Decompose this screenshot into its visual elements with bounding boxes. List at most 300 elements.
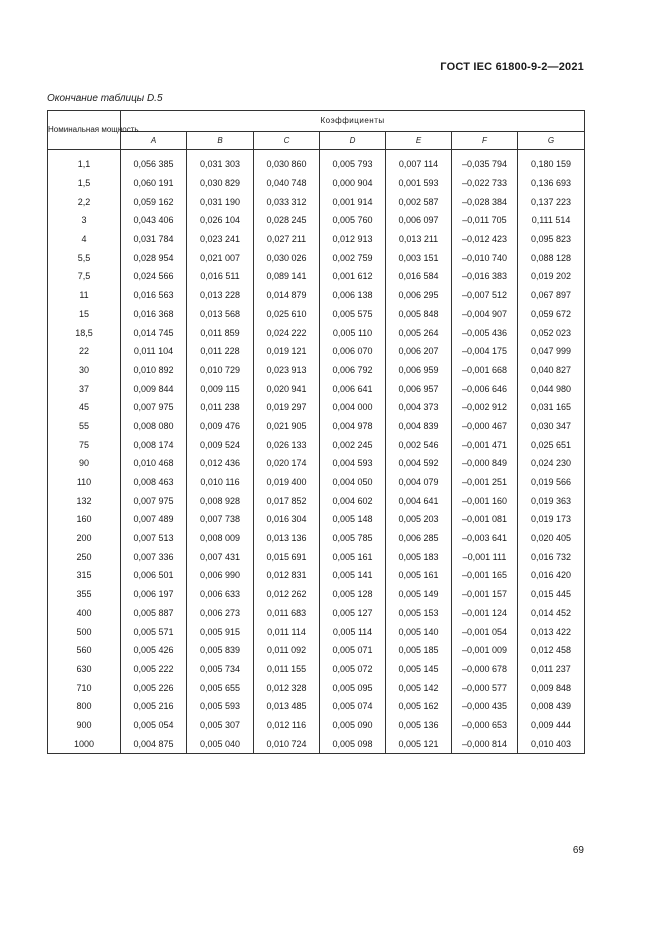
coefficient-cell: 0,019 173 bbox=[518, 510, 585, 529]
rated-power-cell: 2,2 bbox=[48, 192, 121, 211]
coefficient-cell: 0,005 140 bbox=[386, 622, 452, 641]
coefficient-cell: 0,005 040 bbox=[187, 734, 254, 753]
rated-power-cell: 900 bbox=[48, 716, 121, 735]
standard-header: ГОСТ IEC 61800-9-2—2021 bbox=[440, 61, 584, 73]
coefficient-cell: 0,010 892 bbox=[121, 361, 187, 380]
coefficient-cell: 0,067 897 bbox=[518, 286, 585, 305]
coefficient-cell: 0,180 159 bbox=[518, 155, 585, 174]
rated-power-cell: 3 bbox=[48, 211, 121, 230]
coefficient-cell: 0,014 879 bbox=[254, 286, 320, 305]
coefficient-cell: –0,022 733 bbox=[452, 174, 518, 193]
table-row bbox=[48, 510, 585, 529]
coefficient-cell: –0,001 081 bbox=[452, 510, 518, 529]
rated-power-cell: 55 bbox=[48, 417, 121, 436]
coefficient-cell: 0,012 328 bbox=[254, 678, 320, 697]
coefficient-cell: –0,002 912 bbox=[452, 398, 518, 417]
coefficient-cell: 0,015 445 bbox=[518, 585, 585, 604]
coefficient-cell: –0,001 668 bbox=[452, 361, 518, 380]
coefficient-cell: 0,020 405 bbox=[518, 529, 585, 548]
rated-power-cell: 30 bbox=[48, 361, 121, 380]
coefficient-cell: –0,001 009 bbox=[452, 641, 518, 660]
coefficient-cell: 0,017 852 bbox=[254, 491, 320, 510]
coefficient-cell: 0,007 114 bbox=[386, 155, 452, 174]
coefficient-cell: 0,005 153 bbox=[386, 604, 452, 623]
coefficient-cell: 0,005 054 bbox=[121, 716, 187, 735]
coefficient-cell: 0,005 074 bbox=[320, 697, 386, 716]
coefficient-cell: 0,028 954 bbox=[121, 248, 187, 267]
coefficient-cell: 0,006 957 bbox=[386, 379, 452, 398]
coefficient-cell: 0,006 207 bbox=[386, 342, 452, 361]
table-row bbox=[48, 454, 585, 473]
coefficient-cell: 0,009 524 bbox=[187, 435, 254, 454]
coefficient-cell: 0,027 211 bbox=[254, 230, 320, 249]
coefficient-cell: 0,011 104 bbox=[121, 342, 187, 361]
coefficient-cell: –0,000 577 bbox=[452, 678, 518, 697]
coefficient-cell: 0,030 347 bbox=[518, 417, 585, 436]
rated-power-cell: 90 bbox=[48, 454, 121, 473]
coefficient-cell: 0,059 672 bbox=[518, 305, 585, 324]
table-row bbox=[48, 473, 585, 492]
coefficient-cell: 0,008 928 bbox=[187, 491, 254, 510]
coefficient-cell: 0,006 070 bbox=[320, 342, 386, 361]
rated-power-cell: 37 bbox=[48, 379, 121, 398]
coefficient-cell: 0,009 476 bbox=[187, 417, 254, 436]
coefficient-cell: 0,011 237 bbox=[518, 660, 585, 679]
coefficient-cell: 0,111 514 bbox=[518, 211, 585, 230]
table-row bbox=[48, 435, 585, 454]
table-row bbox=[48, 379, 585, 398]
coefficient-cell: 0,011 859 bbox=[187, 323, 254, 342]
coefficient-cell: 0,030 829 bbox=[187, 174, 254, 193]
coefficient-cell: 0,047 999 bbox=[518, 342, 585, 361]
coefficient-cell: 0,004 641 bbox=[386, 491, 452, 510]
table-row bbox=[48, 491, 585, 510]
coefficient-cell: –0,000 678 bbox=[452, 660, 518, 679]
coefficient-cell: 0,004 050 bbox=[320, 473, 386, 492]
table-row bbox=[48, 305, 585, 324]
coefficient-cell: 0,005 128 bbox=[320, 585, 386, 604]
coefficient-cell: 0,006 990 bbox=[187, 566, 254, 585]
coefficient-cell: –0,011 705 bbox=[452, 211, 518, 230]
coefficient-cell: 0,005 127 bbox=[320, 604, 386, 623]
rated-power-cell: 1,5 bbox=[48, 174, 121, 193]
coefficient-cell: 0,010 403 bbox=[518, 734, 585, 753]
coefficient-cell: 0,005 222 bbox=[121, 660, 187, 679]
coefficient-cell: 0,005 216 bbox=[121, 697, 187, 716]
coefficient-cell: 0,007 489 bbox=[121, 510, 187, 529]
coefficient-cell: 0,012 913 bbox=[320, 230, 386, 249]
coefficient-cell: 0,005 839 bbox=[187, 641, 254, 660]
coefficient-cell: 0,016 420 bbox=[518, 566, 585, 585]
rated-power-cell: 710 bbox=[48, 678, 121, 697]
table-row bbox=[48, 697, 585, 716]
coefficient-cell: –0,001 124 bbox=[452, 604, 518, 623]
coefficient-cell: 0,002 587 bbox=[386, 192, 452, 211]
coefficient-cell: 0,006 197 bbox=[121, 585, 187, 604]
coefficient-cell: 0,006 097 bbox=[386, 211, 452, 230]
rated-power-cell: 132 bbox=[48, 491, 121, 510]
rated-power-cell: 45 bbox=[48, 398, 121, 417]
coefficient-cell: –0,016 383 bbox=[452, 267, 518, 286]
coefficient-cell: 0,005 226 bbox=[121, 678, 187, 697]
coefficient-cell: 0,009 844 bbox=[121, 379, 187, 398]
coefficient-cell: 0,023 913 bbox=[254, 361, 320, 380]
rated-power-header: Номинальная мощность bbox=[48, 111, 121, 150]
coefficient-cell: 0,004 839 bbox=[386, 417, 452, 436]
coefficient-cell: –0,000 814 bbox=[452, 734, 518, 753]
coefficient-cell: 0,004 593 bbox=[320, 454, 386, 473]
coefficient-cell: 0,007 513 bbox=[121, 529, 187, 548]
coefficient-cell: 0,011 092 bbox=[254, 641, 320, 660]
coefficient-cell: 0,005 734 bbox=[187, 660, 254, 679]
coefficient-cell: –0,001 111 bbox=[452, 547, 518, 566]
coefficient-cell: 0,005 760 bbox=[320, 211, 386, 230]
table-row bbox=[48, 660, 585, 679]
coefficient-cell: 0,013 422 bbox=[518, 622, 585, 641]
coefficient-cell: 0,026 133 bbox=[254, 435, 320, 454]
coefficient-cell: 0,004 602 bbox=[320, 491, 386, 510]
coefficient-cell: 0,005 162 bbox=[386, 697, 452, 716]
coefficient-cell: 0,019 363 bbox=[518, 491, 585, 510]
coefficient-cell: 0,012 262 bbox=[254, 585, 320, 604]
table-row bbox=[48, 547, 585, 566]
coefficient-cell: –0,000 467 bbox=[452, 417, 518, 436]
rated-power-cell: 560 bbox=[48, 641, 121, 660]
column-header: B bbox=[187, 131, 254, 149]
coefficient-cell: 0,005 149 bbox=[386, 585, 452, 604]
coefficient-cell: 0,013 136 bbox=[254, 529, 320, 548]
table-row bbox=[48, 678, 585, 697]
column-header: C bbox=[254, 131, 320, 149]
coefficient-cell: 0,005 183 bbox=[386, 547, 452, 566]
coefficient-cell: 0,005 848 bbox=[386, 305, 452, 324]
coefficient-cell: 0,005 141 bbox=[320, 566, 386, 585]
table-row bbox=[48, 361, 585, 380]
coefficient-cell: 0,010 116 bbox=[187, 473, 254, 492]
rated-power-cell: 630 bbox=[48, 660, 121, 679]
coefficient-cell: 0,006 273 bbox=[187, 604, 254, 623]
coefficient-cell: 0,000 904 bbox=[320, 174, 386, 193]
coefficient-cell: 0,009 115 bbox=[187, 379, 254, 398]
coefficient-cell: 0,005 145 bbox=[386, 660, 452, 679]
coefficient-cell: 0,007 975 bbox=[121, 491, 187, 510]
coefficient-cell: 0,005 136 bbox=[386, 716, 452, 735]
coefficient-cell: 0,059 162 bbox=[121, 192, 187, 211]
coefficient-cell: 0,005 785 bbox=[320, 529, 386, 548]
table-row bbox=[48, 566, 585, 585]
coefficient-cell: 0,013 568 bbox=[187, 305, 254, 324]
coefficient-cell: 0,019 400 bbox=[254, 473, 320, 492]
table-row bbox=[48, 174, 585, 193]
coefficient-cell: 0,005 072 bbox=[320, 660, 386, 679]
rated-power-cell: 22 bbox=[48, 342, 121, 361]
coefficient-cell: 0,011 155 bbox=[254, 660, 320, 679]
coefficient-cell: 0,089 141 bbox=[254, 267, 320, 286]
coefficient-cell: 0,011 238 bbox=[187, 398, 254, 417]
coefficient-cell: 0,012 831 bbox=[254, 566, 320, 585]
coefficient-cell: 0,005 090 bbox=[320, 716, 386, 735]
coefficient-cell: 0,005 203 bbox=[386, 510, 452, 529]
table-row bbox=[48, 641, 585, 660]
coefficient-cell: 0,005 161 bbox=[320, 547, 386, 566]
coefficient-cell: 0,005 915 bbox=[187, 622, 254, 641]
column-header: G bbox=[518, 131, 585, 149]
coefficient-cell: 0,005 071 bbox=[320, 641, 386, 660]
coefficient-cell: 0,006 295 bbox=[386, 286, 452, 305]
coefficient-cell: 0,019 566 bbox=[518, 473, 585, 492]
coefficient-cell: 0,002 245 bbox=[320, 435, 386, 454]
table-row bbox=[48, 398, 585, 417]
coefficient-cell: –0,006 646 bbox=[452, 379, 518, 398]
coefficient-cell: 0,015 691 bbox=[254, 547, 320, 566]
table-row bbox=[48, 286, 585, 305]
rated-power-cell: 5,5 bbox=[48, 248, 121, 267]
table-row bbox=[48, 734, 585, 753]
rated-power-cell: 110 bbox=[48, 473, 121, 492]
coefficient-cell: 0,004 592 bbox=[386, 454, 452, 473]
coefficient-cell: 0,006 138 bbox=[320, 286, 386, 305]
coefficient-cell: 0,005 264 bbox=[386, 323, 452, 342]
coefficient-cell: 0,137 223 bbox=[518, 192, 585, 211]
coefficient-cell: –0,028 384 bbox=[452, 192, 518, 211]
table-row bbox=[48, 417, 585, 436]
table-row bbox=[48, 192, 585, 211]
coefficient-cell: 0,030 860 bbox=[254, 155, 320, 174]
rated-power-cell: 400 bbox=[48, 604, 121, 623]
column-header: F bbox=[452, 131, 518, 149]
coefficient-cell: 0,006 641 bbox=[320, 379, 386, 398]
table-row bbox=[48, 342, 585, 361]
coefficient-cell: 0,005 575 bbox=[320, 305, 386, 324]
rated-power-cell: 15 bbox=[48, 305, 121, 324]
coefficient-cell: 0,005 110 bbox=[320, 323, 386, 342]
coefficient-cell: 0,001 612 bbox=[320, 267, 386, 286]
coefficient-cell: 0,004 079 bbox=[386, 473, 452, 492]
rated-power-cell: 11 bbox=[48, 286, 121, 305]
coefficient-cell: –0,001 160 bbox=[452, 491, 518, 510]
coefficient-cell: 0,004 978 bbox=[320, 417, 386, 436]
coefficient-cell: 0,016 732 bbox=[518, 547, 585, 566]
coefficient-cell: 0,031 303 bbox=[187, 155, 254, 174]
column-header: D bbox=[320, 131, 386, 149]
coefficient-cell: 0,011 683 bbox=[254, 604, 320, 623]
coefficient-cell: 0,060 191 bbox=[121, 174, 187, 193]
coefficient-cell: 0,044 980 bbox=[518, 379, 585, 398]
coefficient-cell: 0,005 887 bbox=[121, 604, 187, 623]
coefficient-cell: 0,004 000 bbox=[320, 398, 386, 417]
rated-power-cell: 4 bbox=[48, 230, 121, 249]
table-row bbox=[48, 716, 585, 735]
coefficient-cell: 0,002 759 bbox=[320, 248, 386, 267]
coefficient-cell: 0,003 151 bbox=[386, 248, 452, 267]
coefficient-cell: 0,031 784 bbox=[121, 230, 187, 249]
coefficient-cell: 0,136 693 bbox=[518, 174, 585, 193]
coefficient-cell: 0,009 848 bbox=[518, 678, 585, 697]
coefficient-cell: 0,005 142 bbox=[386, 678, 452, 697]
rated-power-cell: 250 bbox=[48, 547, 121, 566]
coefficient-cell: –0,000 653 bbox=[452, 716, 518, 735]
coefficient-cell: 0,019 202 bbox=[518, 267, 585, 286]
coefficient-cell: 0,007 738 bbox=[187, 510, 254, 529]
coefficient-cell: 0,005 121 bbox=[386, 734, 452, 753]
rated-power-cell: 7,5 bbox=[48, 267, 121, 286]
coefficient-cell: 0,088 128 bbox=[518, 248, 585, 267]
coefficient-cell: 0,020 941 bbox=[254, 379, 320, 398]
table-row bbox=[48, 529, 585, 548]
coefficient-cell: 0,006 792 bbox=[320, 361, 386, 380]
coefficient-cell: 0,011 228 bbox=[187, 342, 254, 361]
coefficient-cell: 0,010 729 bbox=[187, 361, 254, 380]
coefficient-cell: 0,002 546 bbox=[386, 435, 452, 454]
coefficient-cell: 0,024 566 bbox=[121, 267, 187, 286]
coefficient-cell: 0,016 584 bbox=[386, 267, 452, 286]
coefficient-cell: 0,005 655 bbox=[187, 678, 254, 697]
coefficient-cell: 0,004 875 bbox=[121, 734, 187, 753]
coefficient-cell: 0,016 563 bbox=[121, 286, 187, 305]
coefficient-cell: 0,005 793 bbox=[320, 155, 386, 174]
coefficient-cell: 0,016 511 bbox=[187, 267, 254, 286]
coefficient-cell: 0,052 023 bbox=[518, 323, 585, 342]
rated-power-cell: 160 bbox=[48, 510, 121, 529]
coefficient-cell: 0,001 914 bbox=[320, 192, 386, 211]
coefficient-cell: 0,012 436 bbox=[187, 454, 254, 473]
coefficient-cell: 0,012 116 bbox=[254, 716, 320, 735]
table-row bbox=[48, 604, 585, 623]
rated-power-cell: 1,1 bbox=[48, 155, 121, 174]
coefficient-cell: –0,005 436 bbox=[452, 323, 518, 342]
coefficient-cell: 0,010 724 bbox=[254, 734, 320, 753]
rated-power-cell: 75 bbox=[48, 435, 121, 454]
coefficient-cell: –0,004 907 bbox=[452, 305, 518, 324]
coefficient-cell: 0,006 285 bbox=[386, 529, 452, 548]
coefficient-cell: –0,000 849 bbox=[452, 454, 518, 473]
rated-power-cell: 18,5 bbox=[48, 323, 121, 342]
coefficient-cell: 0,019 121 bbox=[254, 342, 320, 361]
coefficient-cell: 0,095 823 bbox=[518, 230, 585, 249]
page-number: 69 bbox=[572, 845, 584, 856]
table-row bbox=[48, 211, 585, 230]
rated-power-cell: 200 bbox=[48, 529, 121, 548]
coefficient-cell: 0,007 431 bbox=[187, 547, 254, 566]
coefficient-cell: 0,056 385 bbox=[121, 155, 187, 174]
coefficient-cell: 0,014 745 bbox=[121, 323, 187, 342]
coefficient-cell: 0,025 610 bbox=[254, 305, 320, 324]
rated-power-cell: 500 bbox=[48, 622, 121, 641]
coefficient-cell: 0,020 174 bbox=[254, 454, 320, 473]
table-caption: Окончание таблицы D.5 bbox=[47, 93, 163, 104]
coefficient-cell: 0,031 190 bbox=[187, 192, 254, 211]
table-row bbox=[48, 585, 585, 604]
coefficient-cell: 0,033 312 bbox=[254, 192, 320, 211]
rated-power-cell: 800 bbox=[48, 697, 121, 716]
coefficient-cell: 0,007 975 bbox=[121, 398, 187, 417]
coefficient-cell: –0,001 251 bbox=[452, 473, 518, 492]
coefficient-cell: –0,001 157 bbox=[452, 585, 518, 604]
coefficient-cell: 0,005 571 bbox=[121, 622, 187, 641]
coefficient-cell: 0,001 593 bbox=[386, 174, 452, 193]
coefficient-cell: 0,024 222 bbox=[254, 323, 320, 342]
table-row bbox=[48, 622, 585, 641]
coefficient-cell: 0,005 098 bbox=[320, 734, 386, 753]
column-header: E bbox=[386, 131, 452, 149]
coefficient-cell: 0,005 593 bbox=[187, 697, 254, 716]
coefficient-cell: 0,026 104 bbox=[187, 211, 254, 230]
coefficient-cell: 0,005 426 bbox=[121, 641, 187, 660]
coefficients-table bbox=[47, 110, 585, 754]
coefficient-cell: 0,005 095 bbox=[320, 678, 386, 697]
coefficient-cell: 0,043 406 bbox=[121, 211, 187, 230]
coefficient-cell: –0,004 175 bbox=[452, 342, 518, 361]
coefficient-cell: 0,014 452 bbox=[518, 604, 585, 623]
coefficient-cell: –0,003 641 bbox=[452, 529, 518, 548]
table-row bbox=[48, 323, 585, 342]
coefficient-cell: 0,013 485 bbox=[254, 697, 320, 716]
coefficient-cell: 0,021 905 bbox=[254, 417, 320, 436]
table-row bbox=[48, 248, 585, 267]
coefficient-cell: 0,008 439 bbox=[518, 697, 585, 716]
coefficient-cell: 0,040 748 bbox=[254, 174, 320, 193]
rated-power-cell: 1000 bbox=[48, 734, 121, 753]
coefficient-cell: 0,031 165 bbox=[518, 398, 585, 417]
coefficient-cell: 0,016 368 bbox=[121, 305, 187, 324]
coefficient-cell: 0,006 633 bbox=[187, 585, 254, 604]
coefficient-cell: 0,008 009 bbox=[187, 529, 254, 548]
coefficient-cell: 0,005 185 bbox=[386, 641, 452, 660]
coefficient-cell: 0,006 501 bbox=[121, 566, 187, 585]
coefficient-cell: 0,021 007 bbox=[187, 248, 254, 267]
coefficient-cell: 0,012 458 bbox=[518, 641, 585, 660]
coefficient-cell: –0,001 054 bbox=[452, 622, 518, 641]
coefficient-cell: 0,007 336 bbox=[121, 547, 187, 566]
coefficient-cell: 0,008 463 bbox=[121, 473, 187, 492]
coefficient-cell: 0,006 959 bbox=[386, 361, 452, 380]
coefficient-cell: 0,030 026 bbox=[254, 248, 320, 267]
coefficient-cell: 0,016 304 bbox=[254, 510, 320, 529]
coefficient-cell: 0,040 827 bbox=[518, 361, 585, 380]
table-row bbox=[48, 155, 585, 174]
coefficient-cell: –0,007 512 bbox=[452, 286, 518, 305]
coefficient-cell: 0,023 241 bbox=[187, 230, 254, 249]
coefficient-cell: 0,028 245 bbox=[254, 211, 320, 230]
coefficient-cell: 0,004 373 bbox=[386, 398, 452, 417]
rated-power-cell: 315 bbox=[48, 566, 121, 585]
coefficient-cell: 0,011 114 bbox=[254, 622, 320, 641]
coefficient-cell: 0,019 297 bbox=[254, 398, 320, 417]
coefficient-cell: –0,035 794 bbox=[452, 155, 518, 174]
rated-power-cell: 355 bbox=[48, 585, 121, 604]
coefficient-cell: 0,013 211 bbox=[386, 230, 452, 249]
coefficient-cell: 0,009 444 bbox=[518, 716, 585, 735]
coefficient-cell: –0,001 471 bbox=[452, 435, 518, 454]
coefficient-cell: –0,012 423 bbox=[452, 230, 518, 249]
table-row bbox=[48, 230, 585, 249]
coefficient-cell: 0,005 148 bbox=[320, 510, 386, 529]
coefficient-cell: 0,005 307 bbox=[187, 716, 254, 735]
coefficient-cell: 0,008 174 bbox=[121, 435, 187, 454]
coefficient-cell: 0,005 114 bbox=[320, 622, 386, 641]
coefficient-cell: 0,013 228 bbox=[187, 286, 254, 305]
coefficient-cell: 0,008 080 bbox=[121, 417, 187, 436]
coefficient-cell: 0,025 651 bbox=[518, 435, 585, 454]
coefficient-cell: –0,000 435 bbox=[452, 697, 518, 716]
coefficient-cell: 0,005 161 bbox=[386, 566, 452, 585]
coefficient-cell: –0,001 165 bbox=[452, 566, 518, 585]
column-header: A bbox=[121, 131, 187, 149]
coefficients-header: Коэффициенты bbox=[121, 111, 585, 132]
coefficient-cell: –0,010 740 bbox=[452, 248, 518, 267]
table-row bbox=[48, 267, 585, 286]
coefficient-cell: 0,024 230 bbox=[518, 454, 585, 473]
